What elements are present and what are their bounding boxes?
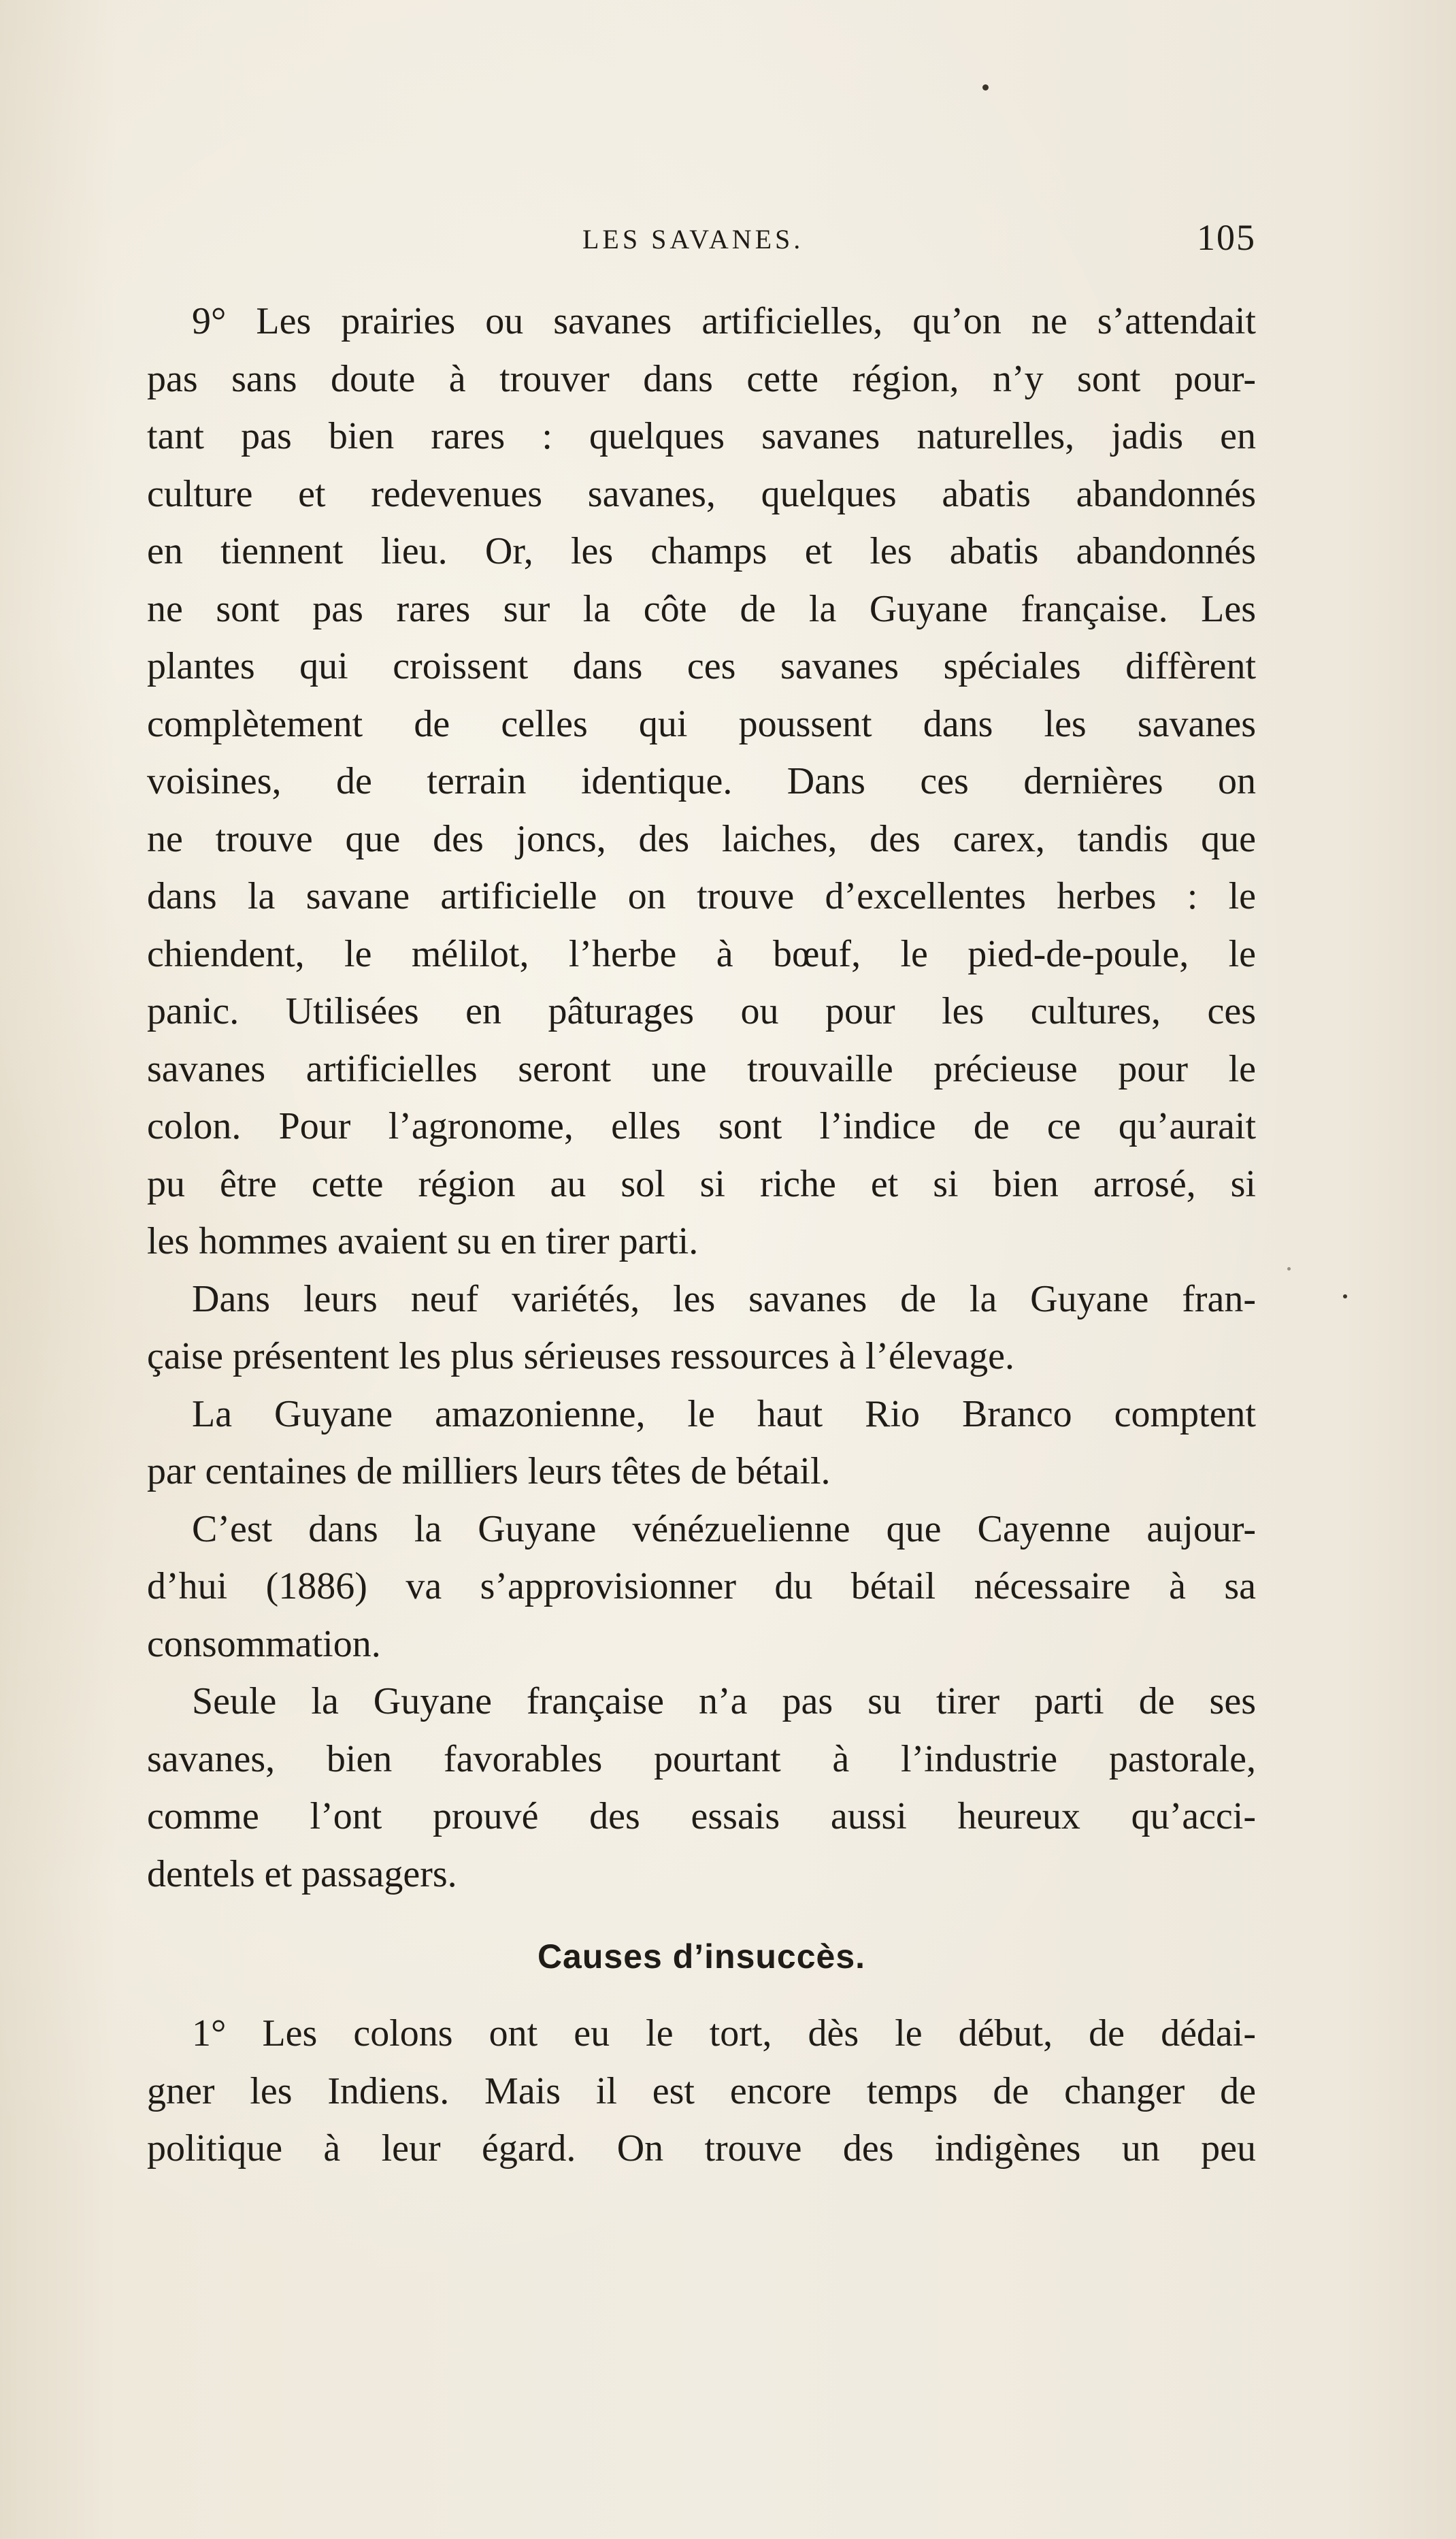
text-line: pas sans doute à trouver dans cette région, n’y sont pour- [147,357,1256,400]
text-line: complètement de celles qui poussent dans les savanes [147,702,1256,745]
paragraph [147,1501,1256,1673]
text-line: comme l’ont prouvé des essais aussi heureux qu’acci- [147,1795,1256,1837]
page-number: 105 [1197,217,1256,258]
text-line: plantes qui croissent dans ces savanes spéciales diffèrent [147,645,1256,687]
text-line: gner les Indiens. Mais il est encore temps de changer de [147,2069,1256,2112]
text-line: dentels et passagers. [147,1852,457,1895]
text-line: 9° Les prairies ou savanes artificielles, qu’on ne s’attendait [192,300,1256,342]
text-line: savanes artificielles seront une trouvaille précieuse pour le [147,1047,1256,1090]
ink-speck [1287,1267,1291,1271]
ink-speck [1343,1294,1347,1298]
section-heading: Causes d’insuccès. [537,1937,866,1976]
ink-speck [982,84,989,91]
text-line: voisines, de terrain identique. Dans ces dernières on [147,760,1256,802]
text-line: panic. Utilisées en pâturages ou pour les cultures, ces [147,990,1256,1032]
running-title: LES SAVANES. [582,224,804,255]
text-line: ne sont pas rares sur la côte de la Guyane française. Les [147,587,1256,630]
text-line: 1° Les colons ont eu le tort, dès le début, de dédai- [192,2012,1256,2054]
text-line: par centaines de milliers leurs têtes de bétail. [147,1450,831,1492]
text-line: en tiennent lieu. Or, les champs et les abatis abandonnés [147,530,1256,572]
text-line: pu être cette région au sol si riche et si bien arrosé, si [147,1162,1256,1205]
text-line: savanes, bien favorables pourtant à l’industrie pastorale, [147,1737,1256,1780]
text-line: ne trouve que des joncs, des laiches, des carex, tandis que [147,817,1256,860]
page-header [147,216,1256,264]
text-line: C’est dans la Guyane vénézuelienne que Cayenne aujour- [192,1507,1256,1550]
text-line: Seule la Guyane française n’a pas su tirer parti de ses [192,1680,1256,1722]
text-line: Dans leurs neuf variétés, les savanes de la Guyane fran- [192,1277,1256,1320]
text-line: colon. Pour l’agronome, elles sont l’indice de ce qu’aurait [147,1105,1256,1147]
text-line: d’hui (1886) va s’approvisionner du bétail nécessaire à sa [147,1565,1256,1607]
text-line: dans la savane artificielle on trouve d’excellentes herbes : le [147,875,1256,917]
paragraph [147,1673,1256,1903]
body-text [147,293,1256,2178]
text-line: culture et redevenues savanes, quelques abatis abandonnés [147,472,1256,515]
text-line: les hommes avaient su en tirer parti. [147,1220,699,1262]
paragraph [147,1386,1256,1501]
text-line: çaise présentent les plus sérieuses ressources à l’élevage. [147,1335,1015,1377]
paragraph [147,1271,1256,1386]
paragraph [147,293,1256,1271]
text-line: politique à leur égard. On trouve des indigènes un peu [147,2127,1256,2169]
text-line: consommation. [147,1622,381,1665]
paragraph [147,2005,1256,2178]
text-line: tant pas bien rares : quelques savanes naturelles, jadis en [147,415,1256,457]
text-line: chiendent, le mélilot, l’herbe à bœuf, le pied-de-poule, le [147,932,1256,975]
text-line: La Guyane amazonienne, le haut Rio Branco comptent [192,1392,1256,1435]
